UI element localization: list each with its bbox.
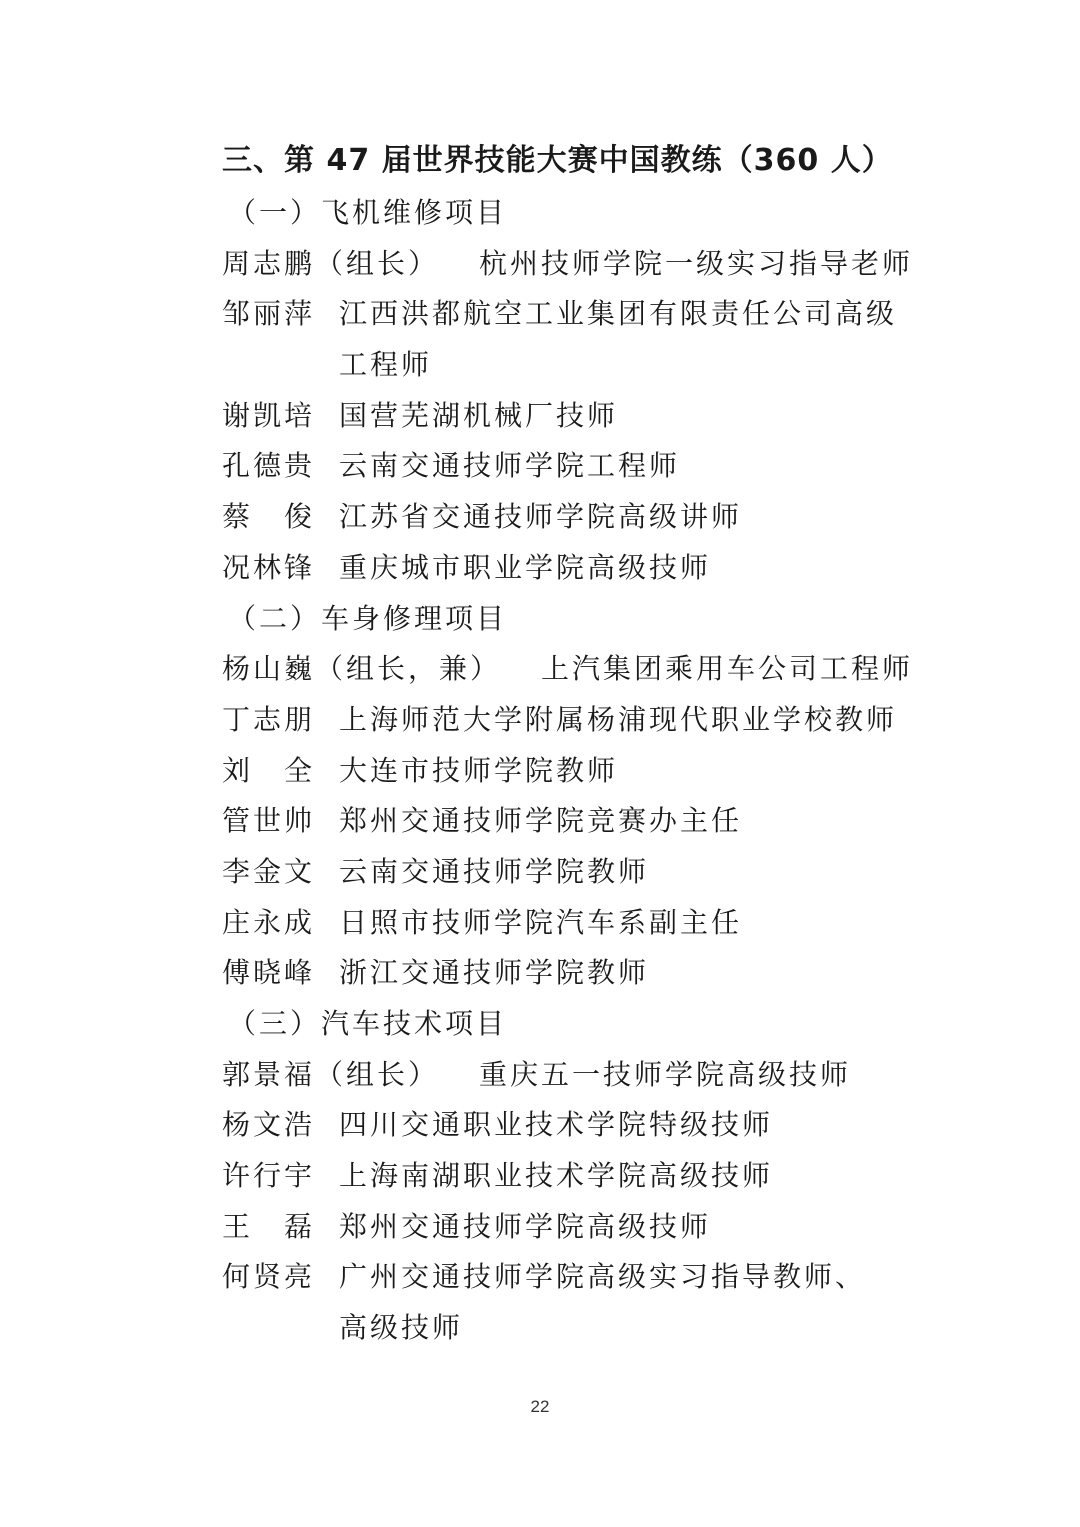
section-title-automobile-technology: （三）汽车技术项目 xyxy=(228,1007,508,1040)
coach-name: 傅晓峰 xyxy=(222,956,316,990)
coach-name: 周志鹏（组长） xyxy=(222,246,440,280)
coach-description: 四川交通职业技术学院特级技师 xyxy=(339,1108,774,1142)
coach-name: 丁志朋 xyxy=(222,702,316,736)
coach-description: 云南交通技师学院教师 xyxy=(339,854,650,888)
coach-description: 云南交通技师学院工程师 xyxy=(339,449,681,483)
coach-description: 国营芜湖机械厂技师 xyxy=(339,398,619,432)
list-item xyxy=(222,796,882,847)
coach-name: 谢凯培 xyxy=(222,398,316,432)
list-item xyxy=(222,695,898,746)
coach-description: 日照市技师学院汽车系副主任 xyxy=(339,905,743,939)
list-item xyxy=(222,543,882,594)
coach-description: 重庆五一技师学院高级技师 xyxy=(479,1057,852,1091)
list-item xyxy=(222,746,882,797)
list-item xyxy=(222,898,882,949)
list-item xyxy=(222,1050,882,1101)
coach-name: 况林锋 xyxy=(222,550,316,584)
list-item xyxy=(222,1100,882,1151)
coach-name: 李金文 xyxy=(222,854,316,888)
coach-name: 杨山巍（组长，兼） xyxy=(222,652,502,686)
coach-name: 庄永成 xyxy=(222,905,316,939)
page-number: 22 xyxy=(530,1397,550,1416)
coach-description: 浙江交通技师学院教师 xyxy=(339,956,650,990)
coach-name: 许行宇 xyxy=(222,1159,316,1193)
coach-description-continued: 高级技师 xyxy=(339,1311,464,1345)
list-item xyxy=(222,847,882,898)
list-item xyxy=(222,441,882,492)
list-item xyxy=(222,1202,882,1253)
list-item xyxy=(222,948,882,999)
coach-description: 郑州交通技师学院高级技师 xyxy=(339,1209,712,1243)
list-item xyxy=(222,239,914,290)
coach-list xyxy=(222,188,914,1354)
list-item xyxy=(222,644,914,695)
coach-name: 王 磊 xyxy=(222,1209,316,1243)
coach-description: 上海师范大学附属杨浦现代职业学校教师 xyxy=(339,702,898,736)
coach-name: 郭景福（组长） xyxy=(222,1057,440,1091)
list-item xyxy=(222,492,882,543)
coach-name: 孔德贵 xyxy=(222,449,316,483)
coach-name: 邹丽萍 xyxy=(222,297,316,331)
coach-name: 何贤亮 xyxy=(222,1260,316,1294)
coach-description: 杭州技师学院一级实习指导老师 xyxy=(479,246,914,280)
list-item xyxy=(222,289,898,340)
list-item xyxy=(222,1252,882,1303)
coach-description: 上汽集团乘用车公司工程师 xyxy=(541,652,914,686)
coach-description: 重庆城市职业学院高级技师 xyxy=(339,550,712,584)
section-title-body-repair: （二）车身修理项目 xyxy=(228,601,508,635)
section-heading: 三、第 47 届世界技能大赛中国教练（360 人） xyxy=(222,143,893,178)
coach-name: 刘 全 xyxy=(222,753,316,787)
coach-description: 郑州交通技师学院竞赛办主任 xyxy=(339,804,743,838)
coach-description: 大连市技师学院教师 xyxy=(339,753,619,787)
section-title-aircraft-maintenance: （一）飞机维修项目 xyxy=(228,196,508,229)
coach-name: 管世帅 xyxy=(222,804,316,838)
coach-description: 江苏省交通技师学院高级讲师 xyxy=(339,500,743,534)
coach-description-continued: 工程师 xyxy=(339,348,433,382)
coach-name: 蔡 俊 xyxy=(222,500,316,534)
coach-name: 杨文浩 xyxy=(222,1108,316,1142)
list-item xyxy=(222,1151,882,1202)
coach-description: 江西洪都航空工业集团有限责任公司高级 xyxy=(339,297,898,331)
list-item xyxy=(222,391,882,442)
coach-description: 上海南湖职业技术学院高级技师 xyxy=(339,1159,774,1193)
coach-description: 广州交通技师学院高级实习指导教师、 xyxy=(339,1260,867,1294)
